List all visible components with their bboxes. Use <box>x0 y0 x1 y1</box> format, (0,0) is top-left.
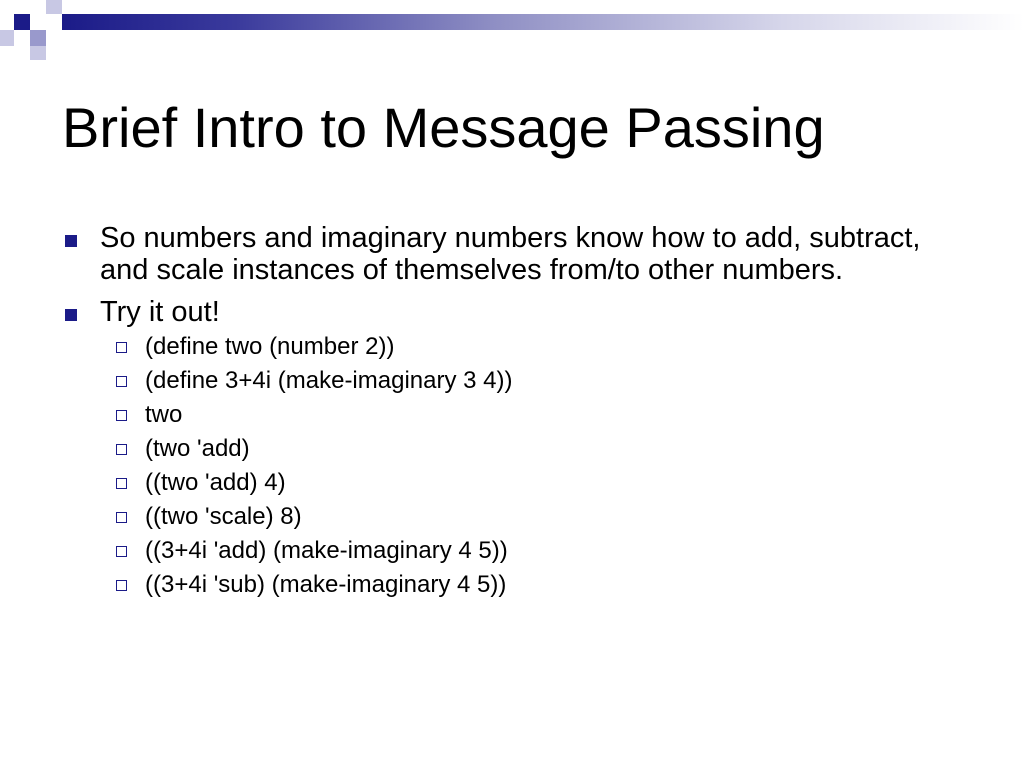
code-text: (define two (number 2)) <box>145 333 395 360</box>
deco-square <box>14 14 30 30</box>
bullet-text: Try it out! <box>100 296 220 328</box>
deco-square <box>46 0 62 14</box>
sub-bullet-item <box>62 364 962 398</box>
slide-title: Brief Intro to Message Passing <box>62 96 825 159</box>
deco-square <box>0 30 14 46</box>
sub-bullet-item <box>62 534 962 568</box>
code-text: ((two 'add) 4) <box>145 469 286 496</box>
code-text: ((3+4i 'add) (make-imaginary 4 5)) <box>145 537 508 564</box>
bullet-item <box>62 296 962 602</box>
square-bullet-icon <box>65 309 77 321</box>
hollow-square-bullet-icon <box>116 546 127 557</box>
hollow-square-bullet-icon <box>116 580 127 591</box>
code-text: (two 'add) <box>145 435 250 462</box>
header-decoration <box>0 0 1024 64</box>
bullet-text: So numbers and imaginary numbers know how to add, subtract, and scale instances of themselves from/to other numbers. <box>100 222 921 286</box>
square-bullet-icon <box>65 235 77 247</box>
deco-square <box>30 46 46 60</box>
sub-bullet-item <box>62 432 962 466</box>
hollow-square-bullet-icon <box>116 410 127 421</box>
bullet-item <box>62 222 962 286</box>
hollow-square-bullet-icon <box>116 342 127 353</box>
slide-content <box>62 222 962 612</box>
sub-bullet-item <box>62 568 962 602</box>
sub-bullet-item <box>62 330 962 364</box>
sub-bullet-item <box>62 466 962 500</box>
sub-bullet-item <box>62 500 962 534</box>
code-text: ((two 'scale) 8) <box>145 503 302 530</box>
deco-gradient-bar <box>62 14 1024 30</box>
deco-square <box>30 30 46 46</box>
code-text: two <box>145 401 183 428</box>
hollow-square-bullet-icon <box>116 444 127 455</box>
sub-bullet-list <box>100 330 962 602</box>
sub-bullet-item <box>62 398 962 432</box>
code-text: (define 3+4i (make-imaginary 3 4)) <box>145 367 513 394</box>
code-text: ((3+4i 'sub) (make-imaginary 4 5)) <box>145 571 507 598</box>
hollow-square-bullet-icon <box>116 512 127 523</box>
hollow-square-bullet-icon <box>116 478 127 489</box>
hollow-square-bullet-icon <box>116 376 127 387</box>
